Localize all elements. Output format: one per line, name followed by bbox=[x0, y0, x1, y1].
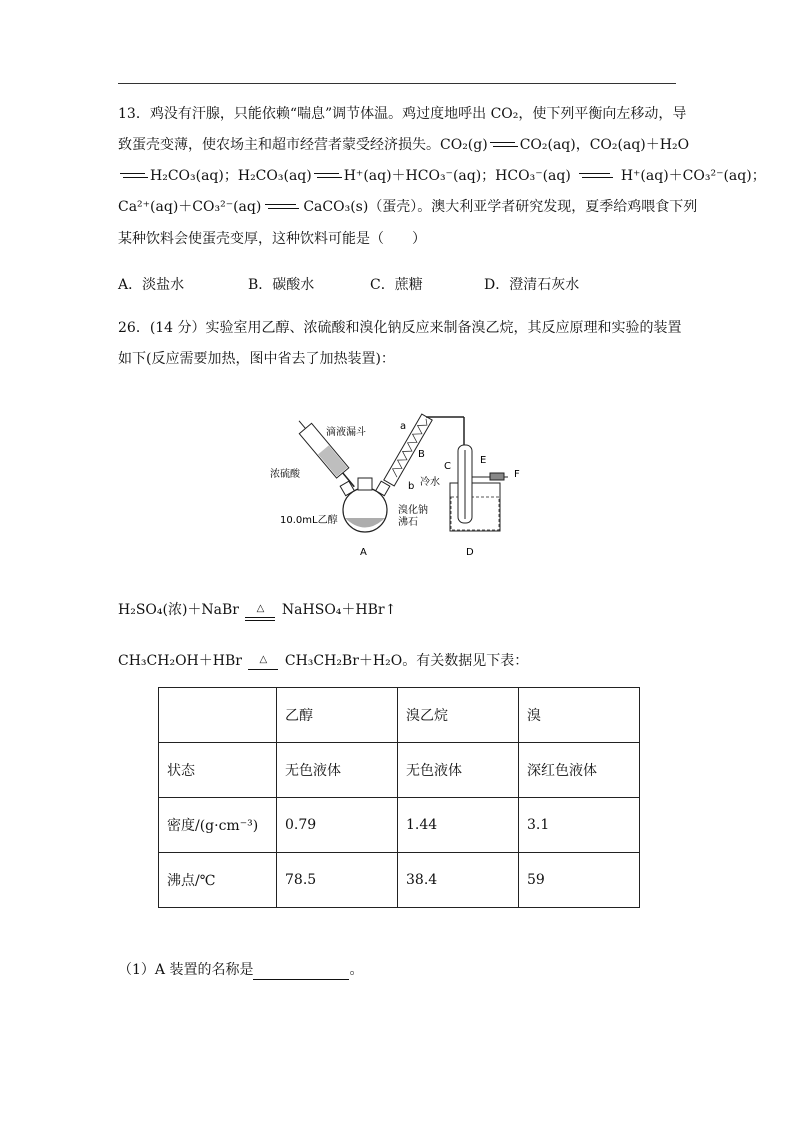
table-cell: 38.4 bbox=[398, 853, 519, 908]
equilibrium-arrow-icon bbox=[490, 141, 518, 149]
q13-line-2 bbox=[118, 135, 689, 155]
option-c[interactable]: C．蔗糖 bbox=[370, 277, 423, 293]
table-cell: 沸点/℃ bbox=[159, 853, 277, 908]
table-cell: 密度/(g·cm⁻³) bbox=[159, 798, 277, 853]
option-a[interactable]: A．淡盐水 bbox=[118, 277, 185, 293]
q26-line-2: 如下(反应需要加热，图中省去了加热装置)： bbox=[118, 351, 395, 367]
q13-line-4a: Ca²⁺(aq)＋CO₃²⁻(aq) bbox=[118, 199, 262, 215]
reaction-2 bbox=[118, 651, 528, 673]
label-E: E bbox=[480, 455, 487, 466]
table-header-cell: 溴乙烷 bbox=[398, 688, 519, 743]
data-table bbox=[158, 687, 640, 908]
heat-arrow bbox=[248, 651, 278, 673]
table-row bbox=[159, 853, 640, 908]
q13-line-5: 某种饮料会使蛋壳变厚，这种饮料可能是（ ） bbox=[118, 231, 426, 247]
sub-question-1-end: 。 bbox=[349, 962, 364, 978]
table-header-cell: 乙醇 bbox=[277, 688, 398, 743]
option-b[interactable]: B．碳酸水 bbox=[248, 277, 315, 293]
equilibrium-arrow-icon bbox=[265, 203, 299, 211]
table-cell: 78.5 bbox=[277, 853, 398, 908]
table-header-row bbox=[159, 688, 640, 743]
table-row bbox=[159, 743, 640, 798]
q13-line-3c: H⁺(aq)＋CO₃²⁻(aq)； bbox=[620, 168, 766, 184]
q13-line-2a: 致蛋壳变薄，使农场主和超市经营者蒙受经济损失。CO₂(g) bbox=[118, 137, 488, 153]
equilibrium-arrow-icon bbox=[579, 172, 613, 180]
table-cell: 1.44 bbox=[398, 798, 519, 853]
label-boiling-chips: 沸石 bbox=[398, 517, 418, 528]
label-sodium-bromide: 溴化钠 bbox=[398, 505, 428, 516]
label-ethanol: 10.0mL乙醇 bbox=[280, 515, 338, 526]
label-B: B bbox=[418, 449, 425, 460]
reaction-2-left: CH₃CH₂OH＋HBr bbox=[118, 653, 242, 669]
reaction-1-left: H₂SO₄(浓)＋NaBr bbox=[118, 602, 240, 618]
reaction-1 bbox=[118, 600, 396, 622]
table-cell: 状态 bbox=[159, 743, 277, 798]
reaction-2-right: CH₃CH₂Br＋H₂O。有关数据见下表： bbox=[284, 653, 529, 669]
heat-icon: △ bbox=[256, 603, 265, 614]
q13-line-3a: H₂CO₃(aq)；H₂CO₃(aq) bbox=[150, 168, 312, 184]
label-D: D bbox=[466, 547, 474, 558]
label-conc-sulfuric-acid: 浓硫酸 bbox=[270, 469, 300, 480]
q13-line-3b: H⁺(aq)＋HCO₃⁻(aq)；HCO₃⁻(aq) bbox=[343, 168, 571, 184]
heat-condition bbox=[245, 600, 275, 622]
table-cell: 3.1 bbox=[519, 798, 640, 853]
label-a: a bbox=[400, 421, 407, 432]
option-d[interactable]: D．澄清石灰水 bbox=[484, 277, 580, 293]
table-cell bbox=[159, 688, 277, 743]
label-dropping-funnel: 滴液漏斗 bbox=[326, 427, 366, 438]
label-cold-water: 冷水 bbox=[420, 477, 440, 488]
table-cell: 无色液体 bbox=[398, 743, 519, 798]
apparatus-figure bbox=[268, 405, 548, 565]
table-row bbox=[159, 798, 640, 853]
sub-question-1 bbox=[118, 960, 363, 980]
header-rule bbox=[118, 83, 676, 84]
reaction-1-right: NaHSO₄＋HBr↑ bbox=[281, 602, 397, 618]
label-C: C bbox=[444, 461, 451, 472]
table-cell: 无色液体 bbox=[277, 743, 398, 798]
q13-line-4 bbox=[118, 197, 697, 217]
table-cell: 59 bbox=[519, 853, 640, 908]
q13-line-4b: CaCO₃(s)（蛋壳）。澳大利亚学者研究发现，夏季给鸡喂食下列 bbox=[303, 199, 698, 215]
table-cell: 深红色液体 bbox=[519, 743, 640, 798]
table-header-cell: 溴 bbox=[519, 688, 640, 743]
q13-line-3 bbox=[118, 166, 766, 186]
heat-icon: △ bbox=[259, 654, 268, 665]
label-F: F bbox=[514, 469, 520, 480]
q26-line-1: 26．(14 分）实验室用乙醇、浓硫酸和溴化钠反应来制备溴乙烷，其反应原理和实验的装置 bbox=[118, 320, 682, 336]
equilibrium-arrow-icon bbox=[120, 172, 148, 180]
table-cell: 0.79 bbox=[277, 798, 398, 853]
q13-line-1: 13．鸡没有汗腺，只能依赖“喘息”调节体温。鸡过度地呼出 CO₂，使下列平衡向左移动，导 bbox=[118, 106, 687, 122]
equilibrium-arrow-icon bbox=[314, 172, 342, 180]
sub-question-1-text: （1）A 装置的名称是 bbox=[118, 962, 254, 978]
answer-blank[interactable] bbox=[253, 965, 349, 980]
label-A: A bbox=[360, 547, 367, 558]
q13-line-2b: CO₂(aq)，CO₂(aq)＋H₂O bbox=[519, 137, 690, 153]
label-b: b bbox=[408, 481, 415, 492]
